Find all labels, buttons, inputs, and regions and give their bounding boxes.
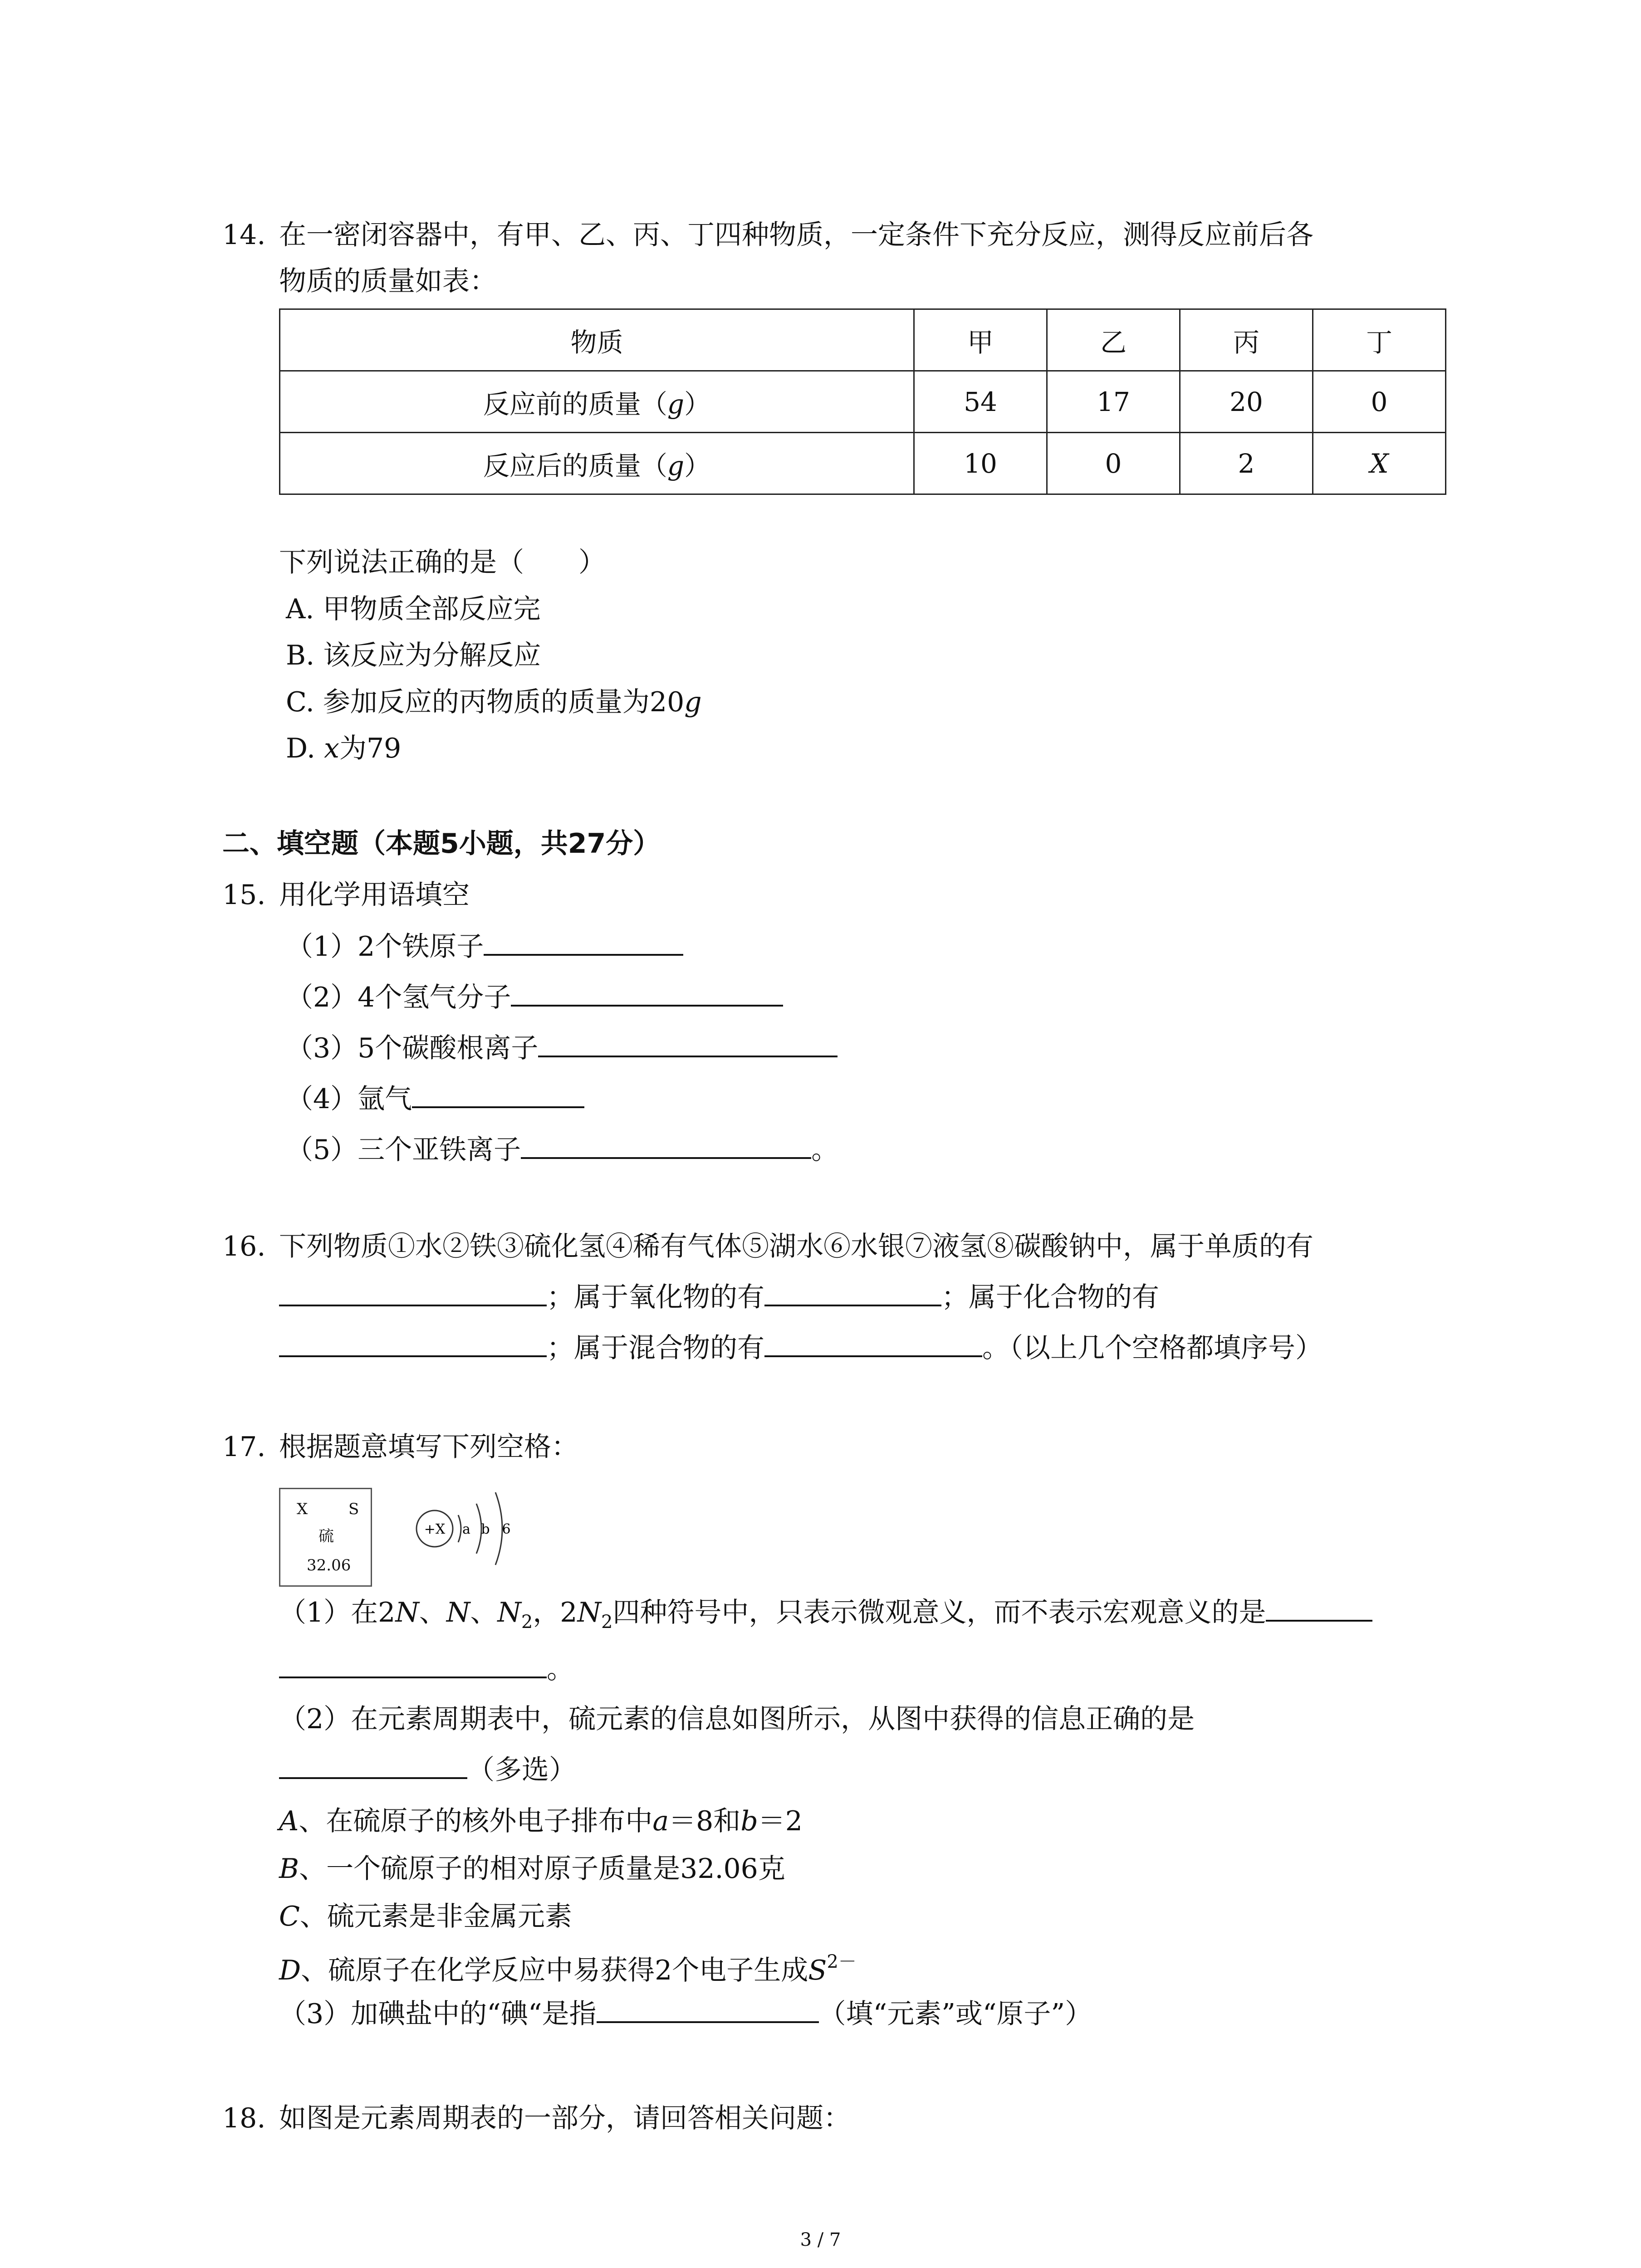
answer-blank[interactable] bbox=[412, 1106, 584, 1108]
q17-option-d: D、硫原子在化学反应中易获得2个电子生成$S^{2-}$ bbox=[279, 1951, 857, 1986]
answer-blank[interactable] bbox=[279, 1305, 547, 1306]
q14-mass-table bbox=[279, 308, 1446, 495]
table-header-cell: 物质 bbox=[280, 309, 914, 371]
table-cell: 0 bbox=[1313, 371, 1446, 433]
q18-stem: 如图是元素周期表的一部分，请回答相关问题： bbox=[279, 2102, 851, 2134]
table-cell: 2 bbox=[1180, 433, 1313, 494]
q14-option-c: C. 参加反应的丙物质的质量为20g bbox=[286, 686, 702, 718]
q17-option-a: A、在硫原子的核外电子排布中a＝8和b＝2 bbox=[279, 1805, 803, 1837]
q18-number: 18. bbox=[222, 2102, 266, 2134]
table-cell: 10 bbox=[914, 433, 1047, 494]
shell-electrons-a: a bbox=[462, 1521, 470, 1537]
q15-item-3: （3）5个碳酸根离子 bbox=[286, 1035, 838, 1062]
answer-blank[interactable] bbox=[764, 1355, 982, 1357]
q14-stem-line2: 物质的质量如表： bbox=[279, 265, 497, 297]
answer-blank[interactable] bbox=[764, 1305, 941, 1306]
answer-blank[interactable] bbox=[279, 1355, 547, 1357]
table-header-cell: 丙 bbox=[1180, 309, 1313, 371]
q15-item-2: （2）4个氢气分子 bbox=[286, 984, 783, 1011]
section-title: 二、填空题（本题5小题，共27分） bbox=[222, 828, 661, 860]
tile-element-name: 硫 bbox=[318, 1527, 334, 1545]
q15-item-4: （4）氩气 bbox=[286, 1085, 584, 1113]
answer-blank[interactable] bbox=[279, 1777, 467, 1779]
q16-line1: 下列物质①水②铁③硫化氢④稀有气体⑤湖水⑥水银⑦液氢⑧碳酸钠中，属于单质的有 bbox=[279, 1231, 1313, 1262]
q14-number: 14. bbox=[222, 219, 266, 251]
table-cell: 0 bbox=[1047, 433, 1180, 494]
q14-question: 下列说法正确的是（ ） bbox=[279, 547, 606, 578]
answer-blank[interactable] bbox=[521, 1157, 811, 1159]
table-cell: 17 bbox=[1047, 371, 1180, 433]
table-header-cell: 丁 bbox=[1313, 309, 1446, 371]
sulfur-element-tile bbox=[279, 1488, 372, 1587]
q15-number: 15. bbox=[222, 879, 266, 911]
electron-shell-arc bbox=[458, 1515, 461, 1542]
table-row bbox=[280, 433, 1446, 494]
table-row-label: 反应前的质量（g） bbox=[280, 371, 914, 433]
q14-stem-line1: 在一密闭容器中，有甲、乙、丙、丁四种物质，一定条件下充分反应，测得反应前后各 bbox=[279, 219, 1313, 251]
nucleus-charge: +X bbox=[424, 1521, 446, 1537]
answer-blank[interactable] bbox=[279, 1677, 547, 1678]
q15-stem: 用化学用语填空 bbox=[279, 879, 470, 911]
q14-option-a: A. 甲物质全部反应完 bbox=[286, 593, 541, 625]
table-header-row bbox=[280, 309, 1446, 371]
q16-line3: ；属于混合物的有 。（以上几个空格都填序号） bbox=[279, 1334, 1323, 1362]
q17-part1-continued: 。 bbox=[279, 1656, 574, 1683]
q16-number: 16. bbox=[222, 1231, 266, 1262]
table-header-cell: 甲 bbox=[914, 309, 1047, 371]
q14-option-b: B. 该反应为分解反应 bbox=[286, 640, 541, 671]
sulfur-atom-structure-diagram bbox=[413, 1476, 531, 1581]
shell-electrons-b: b bbox=[481, 1521, 490, 1537]
q17-option-b: B、一个硫原子的相对原子质量是32.06克 bbox=[279, 1853, 785, 1885]
q17-part1: （1）在2N、N、$N_2$，$2N_2$四种符号中，只表示微观意义，而不表示宏观意义的是 bbox=[279, 1599, 1372, 1631]
q14-option-d: D. x为79 bbox=[286, 733, 402, 764]
tile-symbol: S bbox=[348, 1500, 359, 1518]
electron-shell-arc bbox=[495, 1492, 502, 1565]
answer-blank[interactable] bbox=[597, 2021, 819, 2023]
q17-part2-continued: （多选） bbox=[279, 1756, 576, 1784]
tile-atomic-number: X bbox=[297, 1500, 308, 1518]
q17-stem: 根据题意填写下列空格： bbox=[279, 1431, 578, 1463]
q17-part3: （3）加碘盐中的“碘“是指 （填“元素”或“原子”） bbox=[279, 1998, 1092, 2030]
table-header-cell: 乙 bbox=[1047, 309, 1180, 371]
electron-shell-arc bbox=[476, 1504, 481, 1554]
q17-part2: （2）在元素周期表中，硫元素的信息如图所示，从图中获得的信息正确的是 bbox=[279, 1703, 1195, 1735]
table-cell: X bbox=[1313, 433, 1446, 494]
answer-blank[interactable] bbox=[484, 954, 683, 956]
answer-blank[interactable] bbox=[1266, 1620, 1372, 1622]
table-row bbox=[280, 371, 1446, 433]
tile-atomic-mass: 32.06 bbox=[307, 1556, 351, 1574]
q17-option-c: C、硫元素是非金属元素 bbox=[279, 1901, 572, 1932]
shell-electrons-outer: 6 bbox=[502, 1521, 511, 1537]
table-cell: 54 bbox=[914, 371, 1047, 433]
answer-blank[interactable] bbox=[538, 1056, 838, 1057]
q15-item-1: （1）2个铁原子 bbox=[286, 933, 683, 960]
answer-blank[interactable] bbox=[511, 1005, 783, 1007]
table-row-label: 反应后的质量（g） bbox=[280, 433, 914, 494]
q17-number: 17. bbox=[222, 1431, 266, 1463]
table-cell: 20 bbox=[1180, 371, 1313, 433]
page-number: 3 / 7 bbox=[800, 2229, 841, 2250]
q16-line2: ；属于氧化物的有 ；属于化合物的有 bbox=[279, 1284, 1159, 1311]
q15-item-5: （5）三个亚铁离子 。 bbox=[286, 1134, 839, 1166]
